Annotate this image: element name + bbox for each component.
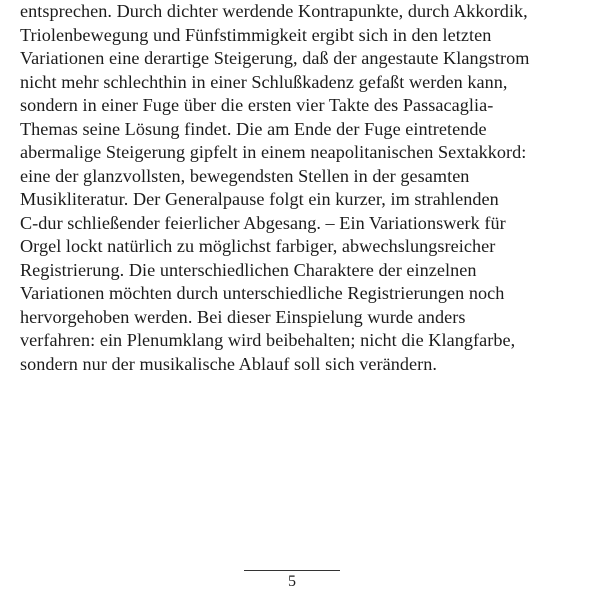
text-line: abermalige Steigerung gipfelt in einem neapolitanischen Sextakkord: [20,142,527,162]
text-line: Themas seine Lösung findet. Die am Ende der Fuge eintretende [20,118,487,139]
text-line: eine der glanzvollsten, bewegendsten Stellen in der gesamten [20,165,470,186]
text-line: verfahren: ein Plenumklang wird beibehalten; nicht die Klangfarbe, [20,330,516,350]
text-line: sondern in einer Fuge über die ersten vier Takte des Passacaglia- [20,95,494,115]
text-line: hervorgehoben werden. Bei dieser Einspielung wurde anders [20,306,466,327]
page-number: 5 [288,573,296,590]
body-text [20,0,595,376]
text-line: sondern nur der musikalische Ablauf soll sich verändern. [20,353,437,374]
text-line: Variationen möchten durch unterschiedliche Registrierungen noch [20,283,505,303]
text-line: Variationen eine derartige Steigerung, daß der angestaute Klangstrom [20,48,530,68]
text-line: Triolenbewegung und Fünfstimmigkeit ergibt sich in den letzten [20,24,492,45]
text-line: Registrierung. Die unterschiedlichen Charaktere der einzelnen [20,259,477,280]
text-line: Musikliteratur. Der Generalpause folgt ein kurzer, im strahlenden [20,189,499,209]
text-line: entsprechen. Durch dichter werdende Kontrapunkte, durch Akkordik, [20,1,528,21]
text-line: nicht mehr schlechthin in einer Schlußkadenz gefaßt werden kann, [20,71,508,92]
text-line: C-dur schließender feierlicher Abgesang. – Ein Variationswerk für [20,212,506,233]
text-line: Orgel lockt natürlich zu möglichst farbiger, abwechslungsreicher [20,236,496,256]
footer-divider [244,570,340,571]
